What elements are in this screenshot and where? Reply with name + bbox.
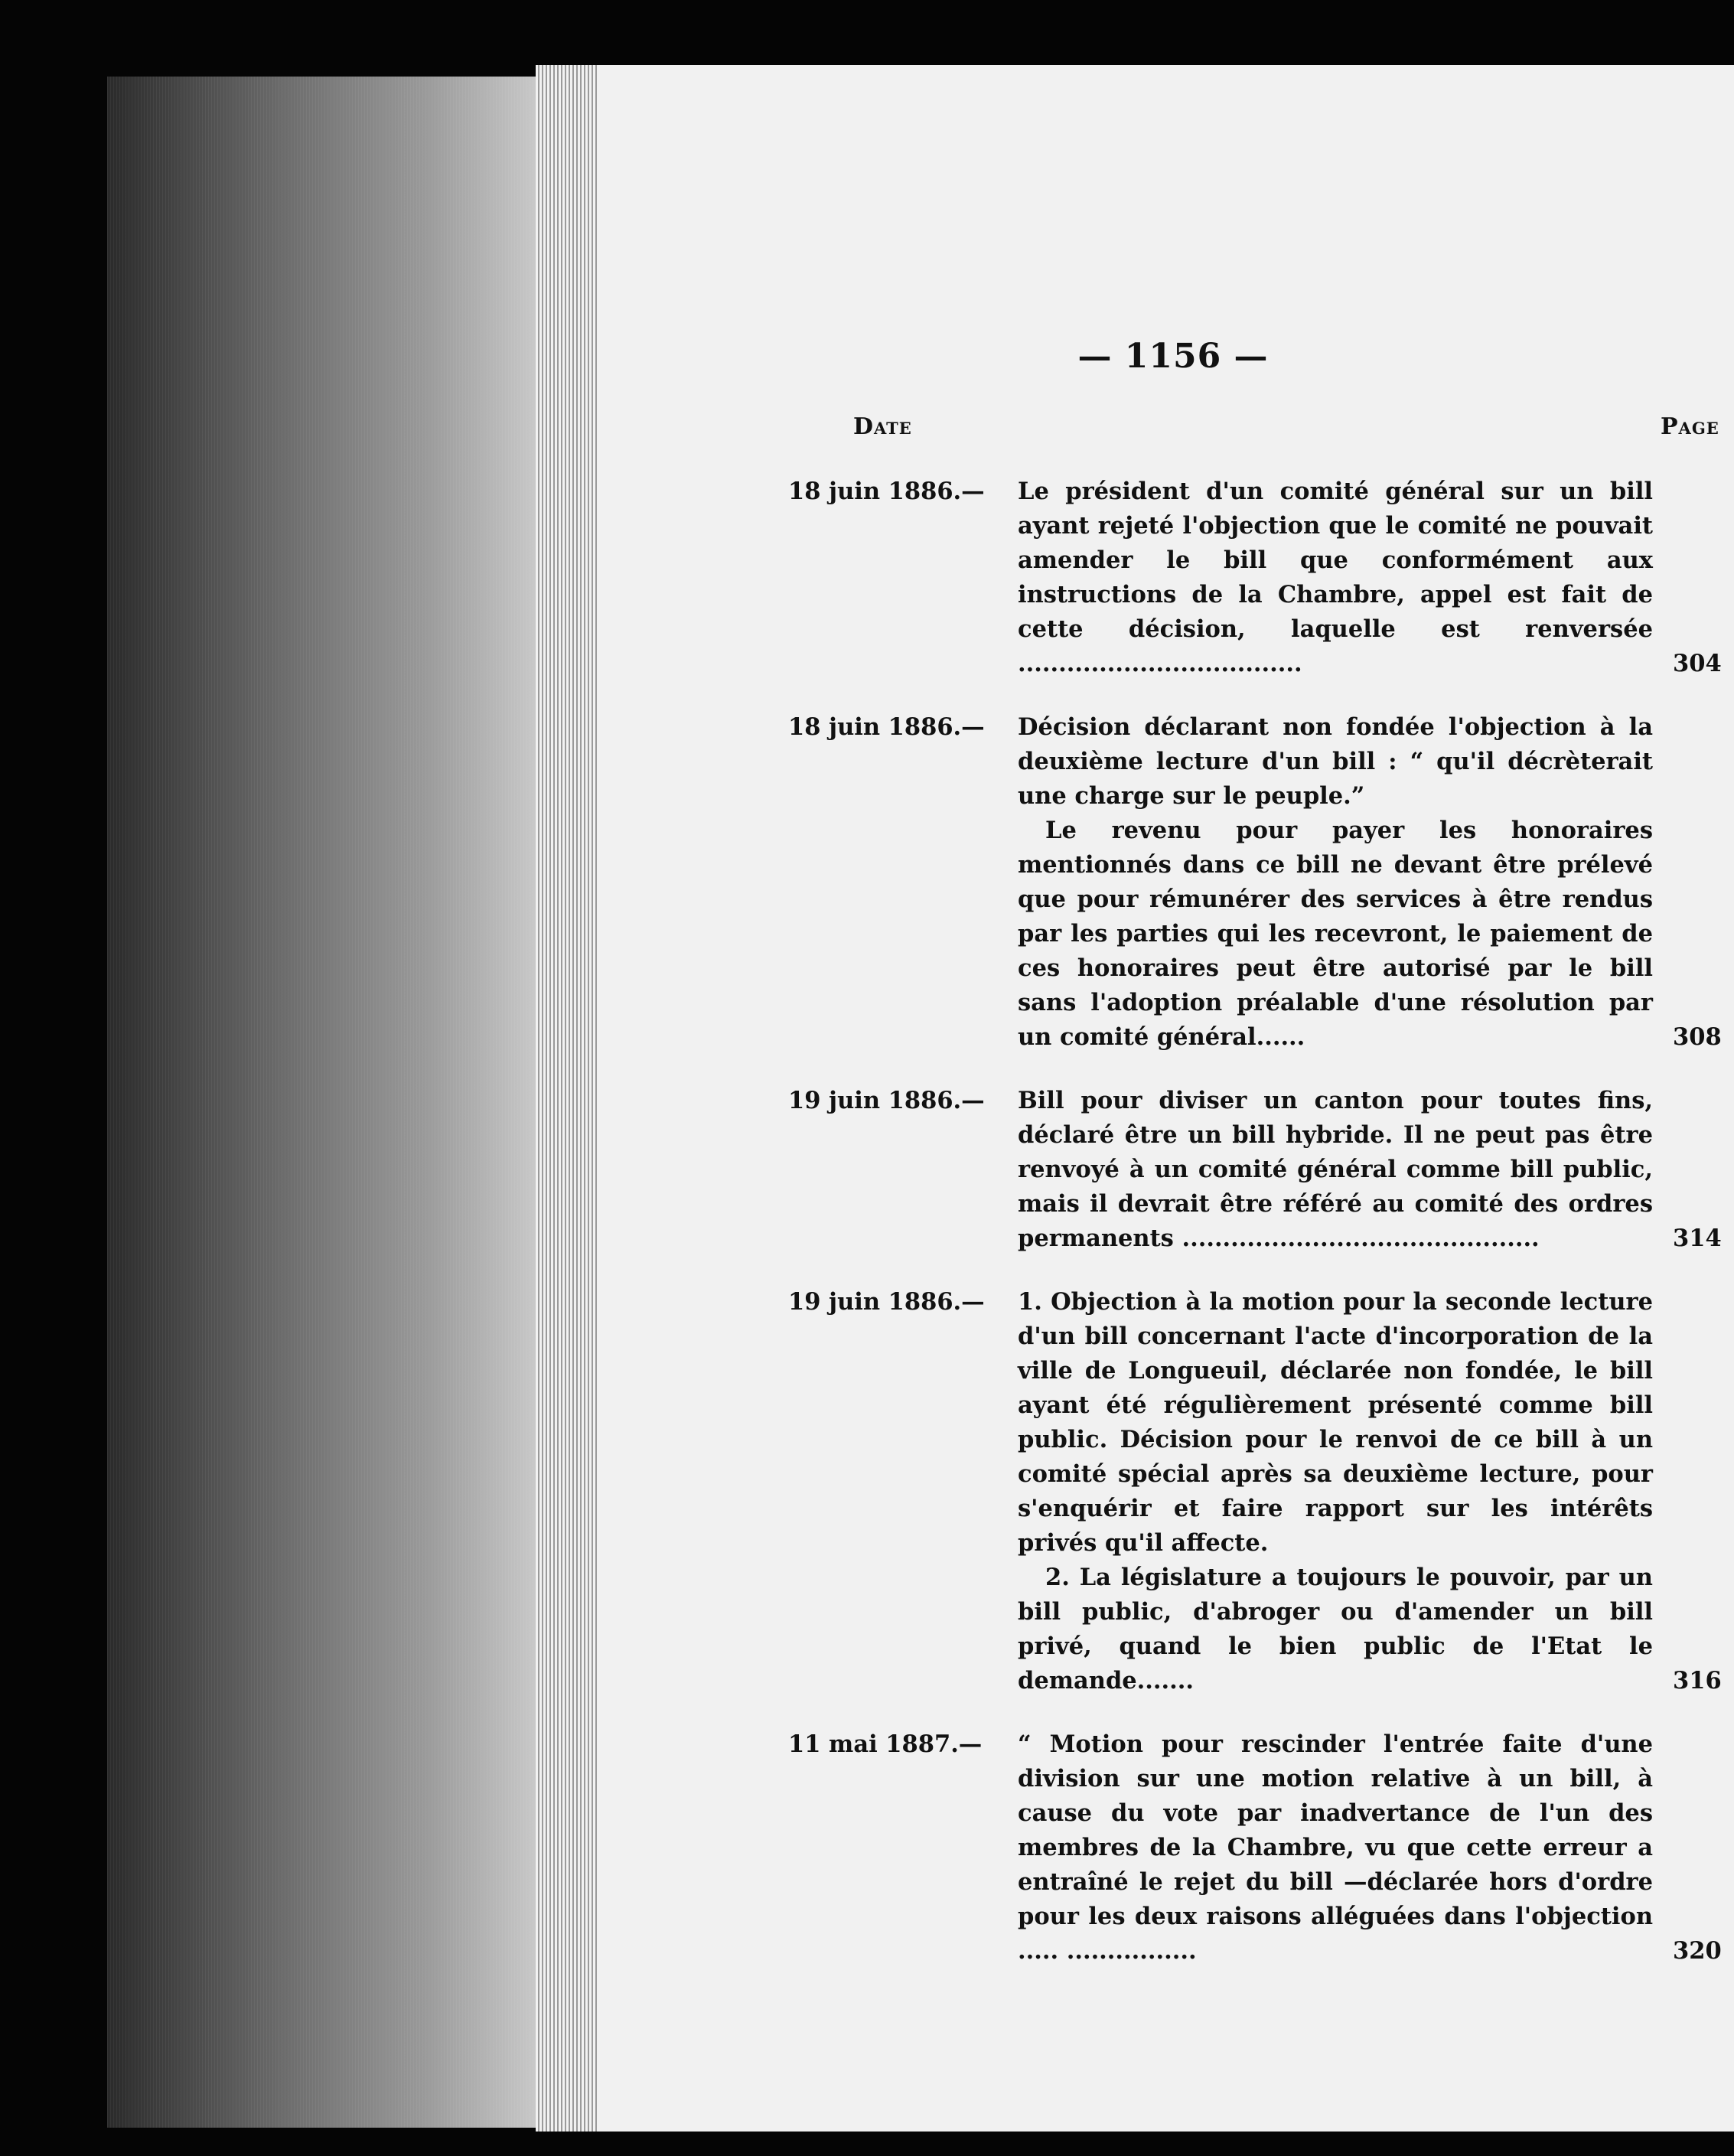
entry-page-ref: 320 (1673, 1937, 1722, 1965)
entry-date: 19 juin 1886.— (788, 1288, 985, 1316)
entry-text (1018, 1285, 1653, 1698)
entry-date: 11 mai 1887.— (788, 1730, 983, 1758)
entry-list (788, 475, 1734, 1998)
list-item (788, 1285, 1734, 1698)
entry-paragraph: Décision déclarant non fondée l'objection à la deuxième lecture d'un bill : “ qu'il décrèterait une charge sur le peuple.” (1018, 713, 1653, 810)
page-column-header: Page (1661, 413, 1719, 440)
list-item (788, 1727, 1734, 1968)
date-column-header: Date (853, 413, 912, 440)
entry-paragraph: Bill pour diviser un canton pour toutes fins, déclaré être un bill hybride. Il ne peut pas être renvoyé à un comité général comme bill public, mais il devrait être référé au comité des ordres permanents ............................................ (1018, 1087, 1653, 1252)
entry-paragraph: 2. La législature a toujours le pouvoir, par un bill public, d'abroger ou d'amender un bill privé, quand le bien public de l'Etat le demande....... (1018, 1564, 1653, 1694)
entry-page-ref: 308 (1673, 1023, 1722, 1051)
list-item (788, 475, 1734, 681)
entry-date: 19 juin 1886.— (788, 1087, 985, 1114)
entry-paragraph: 1. Objection à la motion pour la seconde lecture d'un bill concernant l'acte d'incorporation de la ville de Longueuil, déclarée non fondée, le bill ayant été régulièrement présenté comme bill public. Décision pour le renvoi de ce bill à un comité spécial après sa deuxième lecture, pour s'enquérir et faire rapport sur les intérêts privés qu'il affecte. (1018, 1288, 1653, 1557)
page-number: — 1156 — (1077, 337, 1269, 376)
book-page-edges (107, 77, 597, 2128)
entry-paragraph: “ Motion pour rescinder l'entrée faite d'une division sur une motion relative à un bill, à cause du vote par inadvertance de l'un des membres de la Chambre, vu que cette erreur a entraîné le rejet du bill —déclarée hors d'ordre pour les deux raisons alléguées dans l'objection ..... ................ (1018, 1730, 1653, 1965)
entry-page-ref: 316 (1673, 1667, 1722, 1694)
entry-text (1018, 1727, 1653, 1968)
list-item (788, 1084, 1734, 1256)
entry-date: 18 juin 1886.— (788, 478, 985, 505)
entry-paragraph: Le président d'un comité général sur un bill ayant rejeté l'objection que le comité ne pouvait amender le bill que conformément aux instructions de la Chambre, appel est fait de cette décision, laquelle est renversée ................................... (1018, 478, 1653, 677)
entry-page-ref: 304 (1673, 650, 1722, 677)
list-item (788, 710, 1734, 1055)
entry-date: 18 juin 1886.— (788, 713, 985, 741)
page-gutter (536, 65, 597, 2132)
entry-text (1018, 1084, 1653, 1256)
entry-text (1018, 710, 1653, 1055)
entry-paragraph: Le revenu pour payer les honoraires mentionnés dans ce bill ne devant être prélevé que pour rémunérer des services à être rendus par les parties qui les recevront, le paiement de ces honoraires peut être autorisé par le bill sans l'adoption préalable d'une résolution par un comité général...... (1018, 817, 1653, 1051)
book-page (597, 65, 1734, 2132)
entry-page-ref: 314 (1673, 1225, 1722, 1252)
entry-text (1018, 475, 1653, 681)
